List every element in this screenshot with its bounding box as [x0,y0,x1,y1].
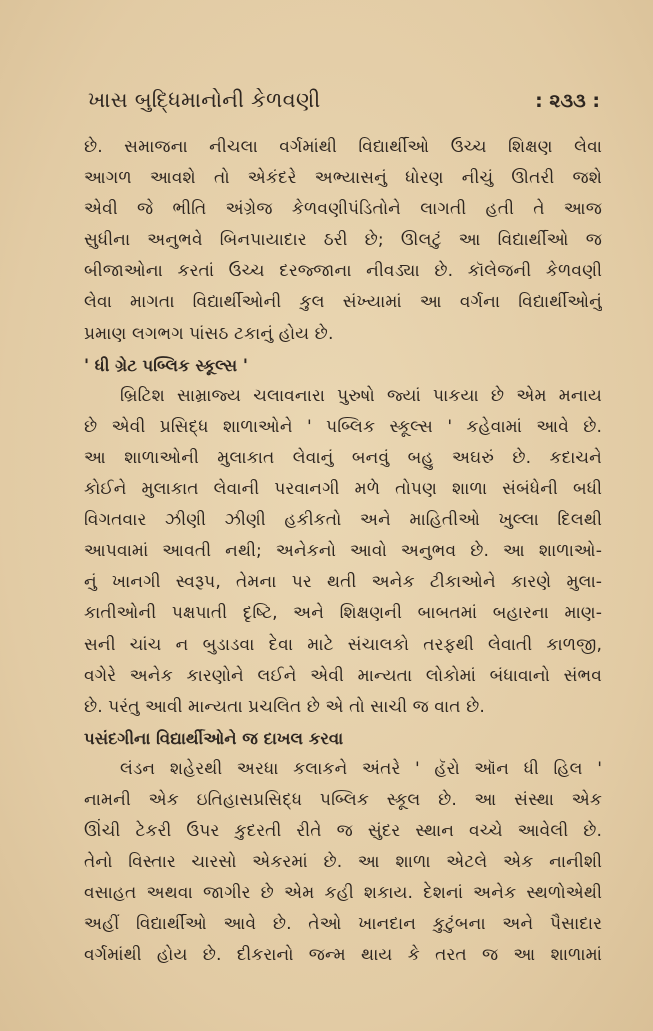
text-line: બ્રિટિશ સામ્રાજ્ય ચલાવનારા પુરુષો જ્યાં પાકયા છે એમ મનાય [120,385,602,406]
text-line: વગેરે અનેક કારણોને લઈને એવી માન્યતા લોકોમાં બંધાવાનો સંભવ [84,665,602,686]
paragraph-continuation [84,132,602,350]
text-line: કાતીઓની પક્ષપાતી દૃષ્ટિ, અને શિક્ષણની બાબતમાં બહારના માણ- [84,603,602,624]
text-line: છે. સમાજના નીચલા વર્ગમાંથી વિદ્યાર્થીઓ ઉચ્ચ શિક્ષણ લેવા [84,137,602,157]
text-line: અહીં વિદ્યાર્થીઓ આવે છે. તેઓ ખાનદાન કુટુંબના અને પૈસાદાર [84,914,602,935]
section-heading: પસંદગીના વિદ્યાર્થીઓને જ દાખલ કરવા [84,728,344,748]
text-line: વર્ગમાંથી હોય છે. દીકરાનો જન્મ થાય કે તરત જ આ શાળામાં [84,945,602,966]
text-line: લેવા માગતા વિદ્યાર્થીઓની કુલ સંખ્યામાં આ વર્ગના વિદ્યાર્થીઓનું [84,292,602,313]
text-line: લંડન શહેરથી અરધા કલાકને અંતરે ' હૅરો ઑન ધી હિલ ' [120,758,602,779]
text-line: ઊંચી ટેકરી ઉપર કુદરતી રીતે જ સુંદર સ્થાન વચ્ચે આવેલી છે. [84,821,602,842]
body-text [84,132,602,972]
text-line: છે એવી પ્રસિદ્ધ શાળાઓને ' પબ્લિક સ્કૂલ્સ ' કહેવામાં આવે છે. [84,416,602,437]
text-line: નામની એક ઇતિહાસપ્રસિદ્ધ પબ્લિક સ્કૂલ છે. આ સંસ્થા એક [84,789,602,810]
text-line: આપવામાં આવતી નથી; અનેકનો આવો અનુભવ છે. આ શાળાઓ- [84,541,602,562]
running-header [88,88,600,122]
text-line: છે. પરંતુ આવી માન્યતા પ્રચલિત છે એ તો સાચી જ વાત છે. [84,696,485,717]
text-line: આ શાળાઓની મુલાકાત લેવાનું બનવું બહુ અઘરું છે. કદાચને [84,447,602,468]
text-line: કોઈને મુલાકાત લેવાની પરવાનગી મળે તોપણ શાળા સંબંધેની બધી [84,479,602,500]
text-line: વિગતવાર ઝીણી ઝીણી હકીકતો અને માહિતીઓ ખુલ્લા દિલથી [84,510,602,531]
text-line: બીજાઓના કરતાં ઉચ્ચ દરજ્જાના નીવડ્યા છે. કૉલેજની કેળવણી [84,261,602,282]
text-line: એવી જે ભીતિ અંગ્રેજ કેળવણીપંડિતોને લાગતી હતી તે આજ [84,199,602,220]
text-line: વસાહત અથવા જાગીર છે એમ કહી શકાય. દેશનાં અનેક સ્થળોએથી [84,883,602,904]
text-line: તેનો વિસ્તાર ચારસો એકરમાં છે. આ શાળા એટલે એક નાનીશી [84,852,602,873]
text-line: નું ખાનગી સ્વરૂપ, તેમના પર થતી અનેક ટીકાઓને કારણે મુલા- [84,572,602,593]
running-title: ખાસ બુદ્ધિમાનોની કેળવણી [88,88,321,112]
paragraph [84,381,602,723]
text-line: પ્રમાણ લગભગ પાંસઠ ટકાનું હોય છે. [84,323,334,344]
page-number: : ૨૩૩ : [535,90,600,112]
paragraph [84,754,602,972]
text-line: સુધીના અનુભવે બિનપાયાદાર ઠરી છે; ઊલટું આ વિદ્યાર્થીઓ જ [84,230,602,251]
text-line: આગળ આવશે તો એકંદરે અભ્યાસનું ધોરણ નીચું ઊતરી જશે [84,168,602,189]
section-heading: ' ધી ગ્રેટ પબ્લિક સ્કૂલ્સ ' [84,355,248,375]
text-line: સની ચાંચ ન બુડાડવા દેવા માટે સંચાલકો તરફથી લેવાતી કાળજી, [84,634,602,655]
